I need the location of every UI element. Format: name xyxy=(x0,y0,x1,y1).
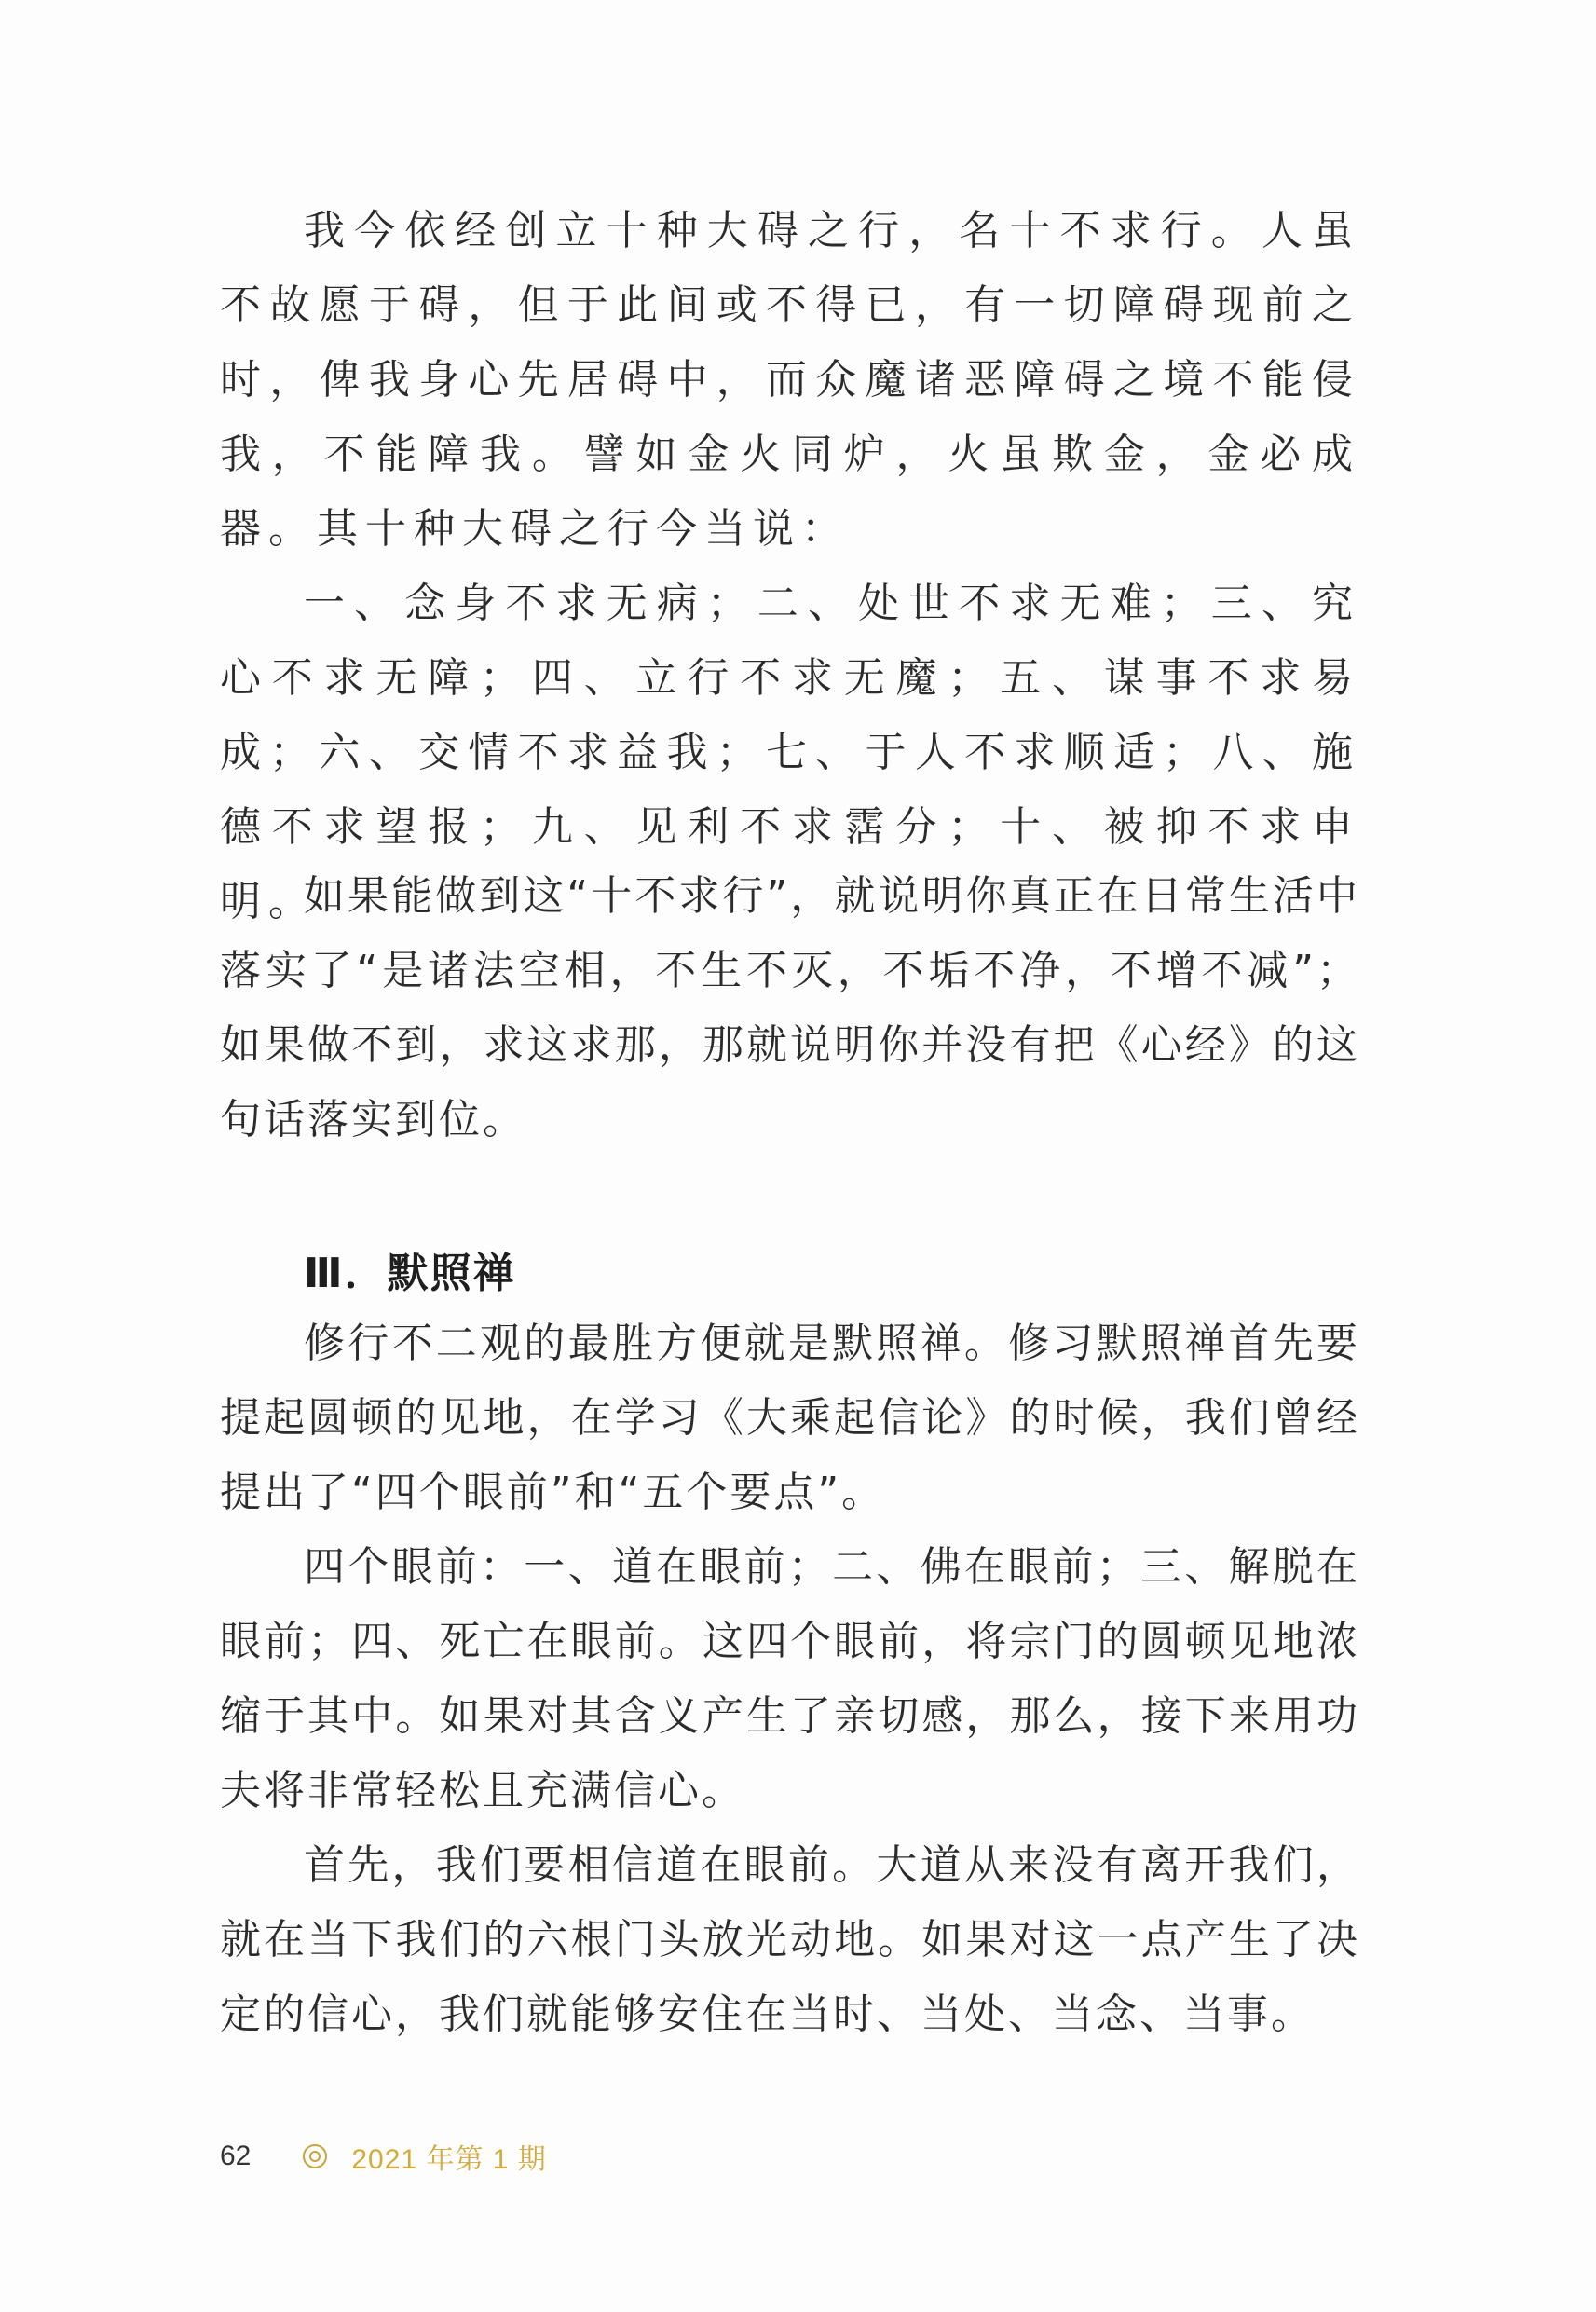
quote-paragraph-1: 我今依经创立十种大碍之行，名十不求行。人虽不故愿于碍，但于此间或不得已，有一切障碍现前之时，俾我身心先居碍中，而众魔诸恶障碍之境不能侵我，不能障我。譬如金火同炉，火虽欺金，金必成器。其十种大碍之行今当说： xyxy=(220,207,1360,553)
section-paragraph-1: 修行不二观的最胜方便就是默照禅。修习默照禅首先要提起圆顿的见地，在学习《大乘起信论》的时候，我们曾经提出了“四个眼前”和“五个要点”。 xyxy=(220,1320,1360,1516)
commentary-block xyxy=(220,859,1360,1157)
section-paragraph-3: 首先，我们要相信道在眼前。大道从来没有离开我们，就在当下我们的六根门头放光动地。如果对这一点产生了决定的信心，我们就能够安住在当时、当处、当念、当事。 xyxy=(220,1841,1360,2038)
quote-block xyxy=(220,194,1360,939)
section-body xyxy=(220,1306,1360,2052)
quote-paragraph-2: 一、念身不求无病；二、处世不求无难；三、究心不求无障；四、立行不求无魔；五、谋事不求易成；六、交情不求益我；七、于人不求顺适；八、施德不求望报；九、见利不求霑分；十、被抑不求申明。 xyxy=(220,580,1360,925)
issue-label: 2021 年第 1 期 xyxy=(351,2144,547,2175)
section-heading: Ⅲ．默照禅 xyxy=(304,1250,516,1297)
page-number: 62 xyxy=(220,2141,252,2171)
section-paragraph-2: 四个眼前：一、道在眼前；二、佛在眼前；三、解脱在眼前；四、死亡在眼前。这四个眼前，将宗门的圆顿见地浓缩于其中。如果对其含义产生了亲切感，那么，接下来用功夫将非常轻松且充满信心。 xyxy=(220,1543,1360,1814)
page-footer xyxy=(220,2128,547,2184)
double-circle-icon xyxy=(303,2144,327,2168)
commentary-paragraph: 如果能做到这“十不求行”，就说明你真正在日常生活中落实了“是诸法空相，不生不灭，不垢不净，不增不减”；如果做不到，求这求那，那就说明你并没有把《心经》的这句话落实到位。 xyxy=(220,872,1360,1143)
